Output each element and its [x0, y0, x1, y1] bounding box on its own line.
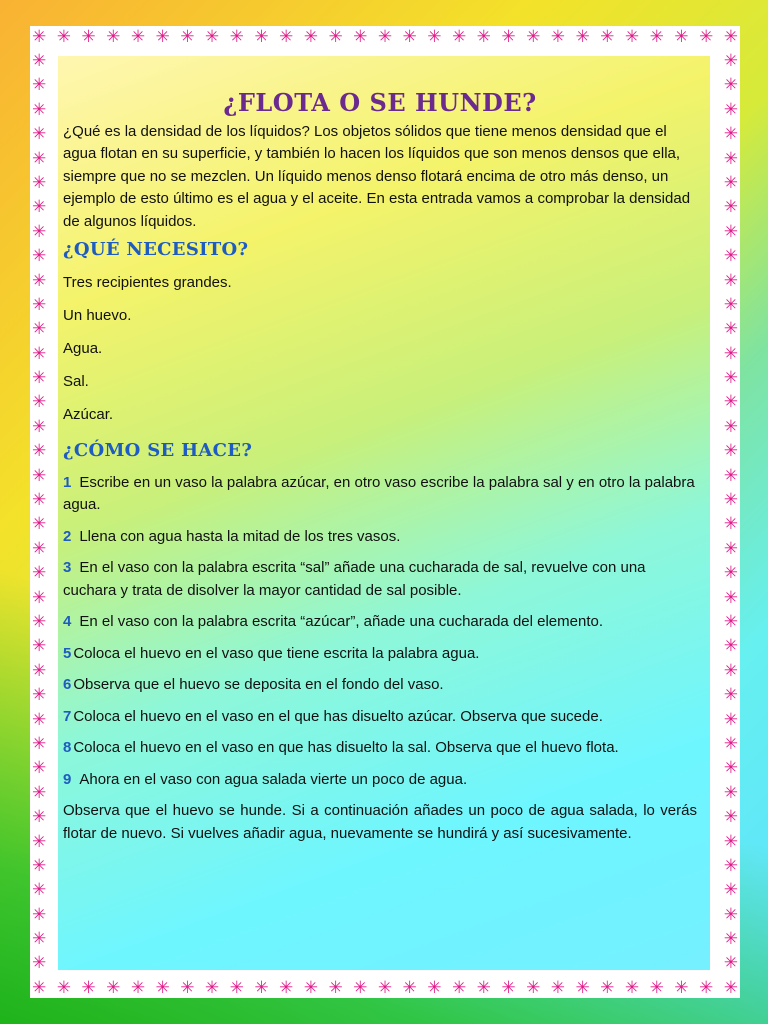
flower-icon: ✳: [427, 27, 442, 46]
flower-icon: ✳: [56, 27, 71, 46]
step-number: 2: [63, 527, 72, 545]
flower-icon: ✳: [254, 978, 269, 997]
flower-icon: ✳: [303, 27, 318, 46]
step-number: 3: [63, 559, 72, 576]
flower-icon: ✳: [155, 27, 170, 46]
flower-icon: ✳: [377, 978, 393, 997]
step-text: En el vaso con la palabra escrita “sal” añade una cucharada de sal, revuelve con una cuchara y trata de disolver la mayor cantidad de sal posible.: [63, 559, 646, 599]
flower-icon: ✳: [32, 51, 47, 70]
flower-icon: ✳: [723, 27, 738, 46]
flower-icon: ✳: [674, 978, 689, 997]
flower-icon: ✳: [130, 978, 146, 997]
flower-icon: ✳: [723, 197, 738, 217]
step-number: 6: [63, 676, 72, 693]
flower-icon: ✳: [328, 27, 343, 46]
flower-icon: ✳: [32, 124, 47, 144]
flower-icon: ✳: [32, 99, 47, 119]
flower-icon: ✳: [32, 172, 47, 192]
step-text: Coloca el huevo en el vaso que tiene escrita la palabra agua.: [73, 644, 480, 662]
flower-icon: ✳: [723, 636, 738, 656]
flower-icon: ✳: [723, 880, 738, 900]
step-item: [63, 643, 697, 666]
flower-icon: ✳: [32, 416, 47, 436]
flower-icon: ✳: [130, 27, 146, 46]
flower-icon: ✳: [32, 343, 47, 363]
flower-icon: ✳: [723, 99, 738, 119]
flower-icon: ✳: [501, 27, 516, 46]
flower-icon: ✳: [106, 27, 121, 46]
step-item: [63, 526, 697, 549]
flower-border-left: [32, 52, 46, 972]
flower-icon: ✳: [723, 416, 738, 436]
flower-icon: ✳: [723, 660, 738, 680]
page-title: ¿FLOTA O SE HUNDE?: [223, 88, 537, 117]
flower-icon: ✳: [723, 75, 738, 95]
flower-icon: ✳: [550, 27, 566, 46]
flower-icon: ✳: [649, 27, 664, 46]
flower-icon: ✳: [32, 929, 47, 949]
flower-icon: ✳: [723, 904, 738, 924]
material-item: Azúcar.: [63, 405, 114, 423]
flower-icon: ✳: [501, 978, 516, 997]
document-body: [63, 88, 697, 845]
step-text: Ahora en el vaso con agua salada vierte un poco de agua.: [79, 770, 468, 788]
step-item: [63, 674, 697, 697]
flower-icon: ✳: [723, 221, 738, 241]
flower-icon: ✳: [723, 246, 738, 266]
flower-icon: ✳: [723, 124, 738, 144]
flower-icon: ✳: [723, 758, 738, 778]
flower-icon: ✳: [723, 172, 738, 192]
flower-icon: ✳: [32, 733, 47, 753]
flower-icon: ✳: [353, 27, 368, 46]
flower-icon: ✳: [32, 75, 47, 95]
flower-icon: ✳: [56, 978, 71, 997]
step-number: 5: [63, 644, 72, 662]
flower-icon: ✳: [575, 27, 590, 46]
flower-icon: ✳: [32, 514, 47, 534]
step-number: 4: [63, 613, 72, 630]
material-item: Un huevo.: [63, 306, 132, 324]
flower-icon: ✳: [279, 978, 294, 997]
flower-icon: ✳: [328, 978, 343, 997]
flower-icon: ✳: [723, 611, 738, 631]
flower-icon: ✳: [723, 514, 738, 534]
flower-icon: ✳: [32, 27, 47, 46]
material-item: Tres recipientes grandes.: [63, 273, 232, 291]
flower-border-bottom: [32, 979, 738, 996]
flower-icon: ✳: [81, 978, 96, 997]
flower-icon: ✳: [723, 929, 738, 949]
flower-icon: ✳: [32, 221, 47, 241]
flower-icon: ✳: [427, 978, 442, 997]
flower-icon: ✳: [723, 465, 738, 485]
flower-icon: ✳: [723, 807, 738, 827]
flower-icon: ✳: [723, 343, 738, 363]
flower-icon: ✳: [32, 294, 47, 314]
flower-icon: ✳: [377, 27, 393, 46]
flower-icon: ✳: [106, 978, 121, 997]
flower-icon: ✳: [698, 27, 714, 46]
flower-icon: ✳: [204, 27, 220, 46]
flower-icon: ✳: [32, 978, 47, 997]
flower-icon: ✳: [180, 27, 195, 46]
needs-heading: ¿QUÉ NECESITO?: [63, 239, 249, 260]
flower-icon: ✳: [353, 978, 368, 997]
flower-icon: ✳: [32, 807, 47, 827]
step-item: [63, 769, 697, 792]
flower-icon: ✳: [723, 51, 738, 70]
flower-icon: ✳: [600, 978, 615, 997]
flower-icon: ✳: [32, 855, 47, 875]
flower-icon: ✳: [81, 27, 96, 46]
step-item: [63, 611, 697, 634]
material-item: Agua.: [63, 339, 103, 357]
flower-icon: ✳: [451, 978, 467, 997]
flower-icon: ✳: [32, 831, 47, 851]
flower-icon: ✳: [32, 441, 47, 461]
conclusion-paragraph: Observa que el huevo se hunde. Si a continuación añades un poco de agua salada, lo verás flotar de nuevo. Si vuelves añadir agua, nuevamente se hundirá y así sucesivamente.: [63, 802, 697, 842]
flower-icon: ✳: [526, 978, 541, 997]
flower-icon: ✳: [32, 490, 47, 510]
flower-icon: ✳: [723, 490, 738, 510]
flower-icon: ✳: [32, 563, 47, 583]
flower-icon: ✳: [32, 270, 47, 290]
flower-icon: ✳: [32, 587, 47, 607]
step-number: 1: [63, 473, 72, 491]
flower-icon: ✳: [624, 978, 640, 997]
flower-icon: ✳: [723, 733, 738, 753]
flower-icon: ✳: [698, 978, 714, 997]
flower-icon: ✳: [32, 538, 47, 558]
step-text: Escribe en un vaso la palabra azúcar, en otro vaso escribe la palabra sal y en otro la palabra agua.: [63, 473, 695, 513]
flower-icon: ✳: [723, 685, 738, 705]
flower-icon: ✳: [32, 465, 47, 485]
step-text: Coloca el huevo en el vaso en que has disuelto la sal. Observa que el huevo flota.: [73, 739, 619, 756]
flower-icon: ✳: [204, 978, 220, 997]
flower-icon: ✳: [723, 148, 738, 168]
flower-icon: ✳: [723, 294, 738, 314]
flower-border-top: [32, 28, 738, 45]
flower-icon: ✳: [723, 392, 738, 412]
flower-icon: ✳: [600, 27, 615, 46]
flower-icon: ✳: [32, 660, 47, 680]
flower-icon: ✳: [155, 978, 170, 997]
flower-icon: ✳: [180, 978, 195, 997]
flower-icon: ✳: [723, 831, 738, 851]
step-text: Llena con agua hasta la mitad de los tres vasos.: [79, 527, 401, 545]
flower-icon: ✳: [723, 978, 738, 997]
flower-icon: ✳: [723, 319, 738, 339]
step-item: [63, 706, 697, 729]
flower-icon: ✳: [303, 978, 318, 997]
flower-icon: ✳: [723, 563, 738, 583]
step-text: Coloca el huevo en el vaso en el que has disuelto azúcar. Observa que sucede.: [73, 707, 603, 725]
flower-icon: ✳: [723, 953, 738, 973]
flower-icon: ✳: [649, 978, 664, 997]
flower-icon: ✳: [32, 685, 47, 705]
flower-icon: ✳: [526, 27, 541, 46]
flower-icon: ✳: [279, 27, 294, 46]
flower-icon: ✳: [32, 148, 47, 168]
flower-icon: ✳: [32, 246, 47, 266]
step-number: 8: [63, 739, 72, 756]
flower-icon: ✳: [229, 27, 244, 46]
flower-icon: ✳: [402, 27, 417, 46]
flower-icon: ✳: [32, 636, 47, 656]
flower-icon: ✳: [674, 27, 689, 46]
step-number: 9: [63, 770, 72, 788]
how-heading: ¿CÓMO SE HACE?: [63, 440, 253, 461]
flower-icon: ✳: [723, 270, 738, 290]
material-item: Sal.: [63, 372, 89, 390]
flower-icon: ✳: [32, 368, 47, 388]
step-item: [63, 557, 697, 602]
flower-icon: ✳: [476, 27, 491, 46]
step-text: Observa que el huevo se deposita en el fondo del vaso.: [73, 676, 444, 693]
flower-icon: ✳: [723, 709, 738, 729]
flower-icon: ✳: [723, 538, 738, 558]
flower-icon: ✳: [32, 758, 47, 778]
flower-icon: ✳: [32, 709, 47, 729]
flower-border-right: [724, 52, 738, 972]
flower-icon: ✳: [476, 978, 491, 997]
flower-icon: ✳: [32, 782, 47, 802]
flower-icon: ✳: [32, 197, 47, 217]
flower-icon: ✳: [32, 319, 47, 339]
step-text: En el vaso con la palabra escrita “azúcar”, añade una cucharada del elemento.: [79, 613, 603, 630]
flower-icon: ✳: [32, 953, 47, 973]
flower-icon: ✳: [550, 978, 566, 997]
flower-icon: ✳: [451, 27, 467, 46]
flower-icon: ✳: [32, 392, 47, 412]
flower-icon: ✳: [624, 27, 640, 46]
step-number: 7: [63, 707, 72, 725]
flower-icon: ✳: [723, 855, 738, 875]
flower-icon: ✳: [575, 978, 590, 997]
flower-icon: ✳: [254, 27, 269, 46]
flower-icon: ✳: [32, 611, 47, 631]
intro-paragraph: ¿Qué es la densidad de los líquidos? Los objetos sólidos que tiene menos densidad que el agua flotan en su superficie, y también lo hacen los líquidos que son menos densos que ella, siempre que no se mezclen. Un líquido menos denso flotará encima de otro más denso, un ejemplo de esto último es el agua y el aceite. En esta entrada vamos a comprobar la densidad de algunos líquidos.: [63, 122, 691, 230]
flower-icon: ✳: [723, 587, 738, 607]
step-item: [63, 737, 697, 760]
flower-icon: ✳: [229, 978, 244, 997]
flower-icon: ✳: [402, 978, 417, 997]
flower-icon: ✳: [723, 782, 738, 802]
step-item: [63, 472, 697, 517]
flower-icon: ✳: [723, 368, 738, 388]
flower-icon: ✳: [32, 904, 47, 924]
flower-icon: ✳: [32, 880, 47, 900]
flower-icon: ✳: [723, 441, 738, 461]
